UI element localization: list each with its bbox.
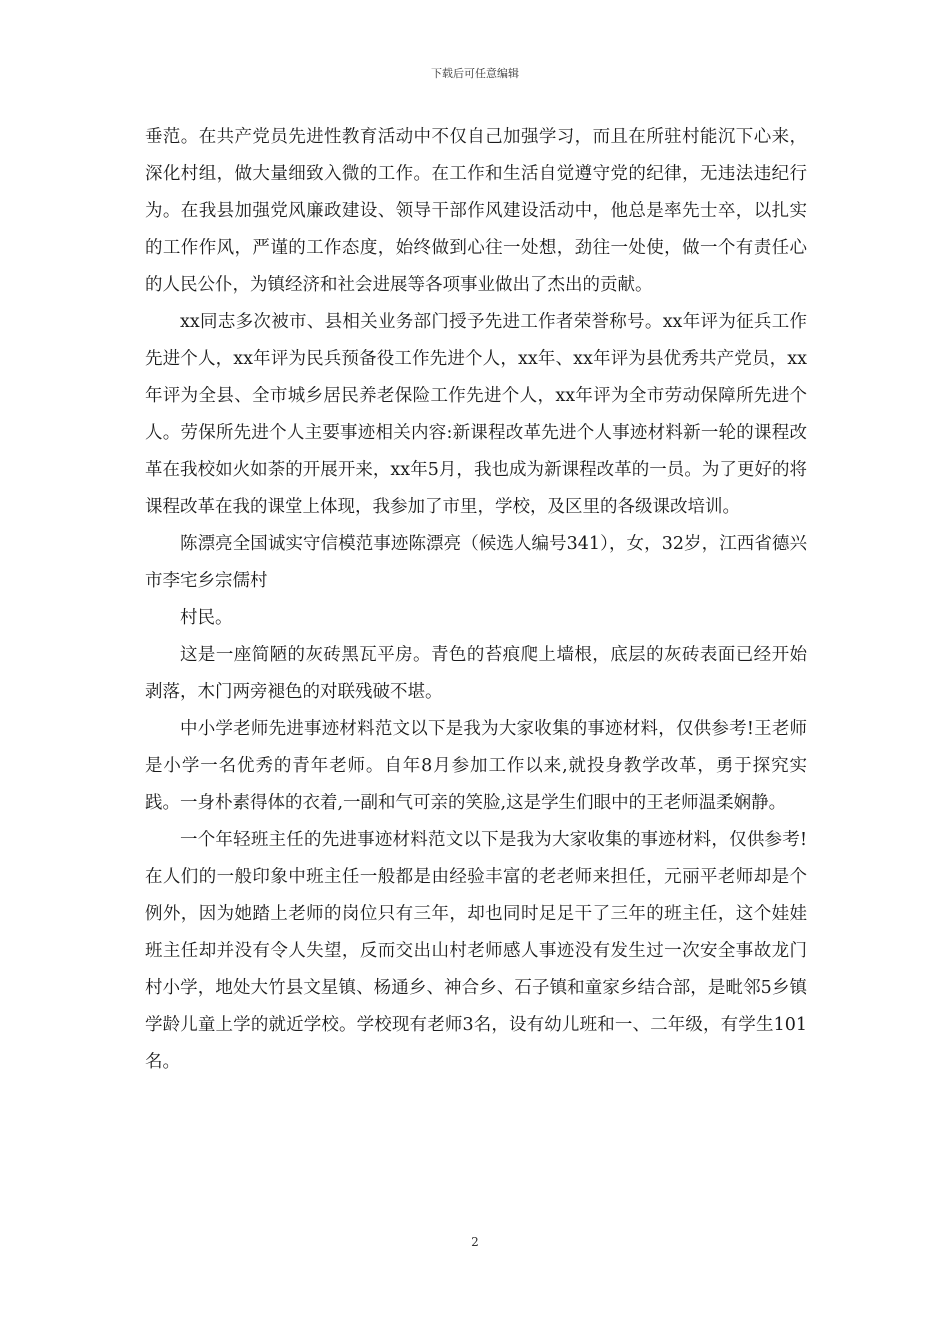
page-header: 下载后可任意编辑: [431, 67, 519, 80]
paragraph-7: 一个年轻班主任的先进事迹材料范文以下是我为大家收集的事迹材料，仅供参考!在人们的一般印象中班主任一般都是由经验丰富的老老师来担任，元丽平老师却是个例外，因为她踏上老师的岗位只有三年，却也同时足足干了三年的班主任，这个娃娃班主任却并没有令人失望，反而交出山村老师感人事迹没有发生过一次安全事故龙门村小学，地处大竹县文星镇、杨通乡、神合乡、石子镇和童家乡结合部，是毗邻5乡镇学龄儿童上学的就近学校。学校现有老师3名，设有幼儿班和一、二年级，有学生101名。: [145, 830, 807, 1072]
paragraph-2: xx同志多次被市、县相关业务部门授予先进工作者荣誉称号。xx年评为征兵工作先进个人，xx年评为民兵预备役工作先进个人，xx年、xx年评为县优秀共产党员，xx年评为全县、全市城乡居民养老保险工作先进个人，xx年评为全市劳动保障所先进个人。劳保所先进个人主要事迹相关内容:新课程改革先进个人事迹材料新一轮的课程改革在我校如火如荼的开展开来，xx年5月，我也成为新课程改革的一员。为了更好的将课程改革在我的课堂上体现，我参加了市里，学校，及区里的各级课改培训。: [145, 312, 807, 517]
document-body: [145, 119, 807, 1081]
page-number: 2: [471, 1235, 479, 1249]
paragraph-6: 中小学老师先进事迹材料范文以下是我为大家收集的事迹材料，仅供参考!王老师是小学一名优秀的青年老师。自年8月参加工作以来,就投身教学改革，勇于探究实践。一身朴素得体的衣着,一副和气可亲的笑脸,这是学生们眼中的王老师温柔娴静。: [145, 719, 807, 813]
paragraph-3: 陈漂亮全国诚实守信模范事迹陈漂亮（候选人编号341），女，32岁，江西省德兴市李宅乡宗儒村: [145, 534, 807, 591]
paragraph-4: 村民。: [180, 608, 233, 628]
paragraph-5: 这是一座简陋的灰砖黑瓦平房。青色的苔痕爬上墙根，底层的灰砖表面已经开始剥落，木门两旁褪色的对联残破不堪。: [145, 645, 807, 702]
paragraph-1: 垂范。在共产党员先进性教育活动中不仅自己加强学习，而且在所驻村能沉下心来，深化村组，做大量细致入微的工作。在工作和生活自觉遵守党的纪律，无违法违纪行为。在我县加强党风廉政建设、领导干部作风建设活动中，他总是率先士卒，以扎实的工作作风，严谨的工作态度，始终做到心往一处想，劲往一处使，做一个有责任心的人民公仆，为镇经济和社会进展等各项事业做出了杰出的贡献。: [145, 127, 807, 295]
